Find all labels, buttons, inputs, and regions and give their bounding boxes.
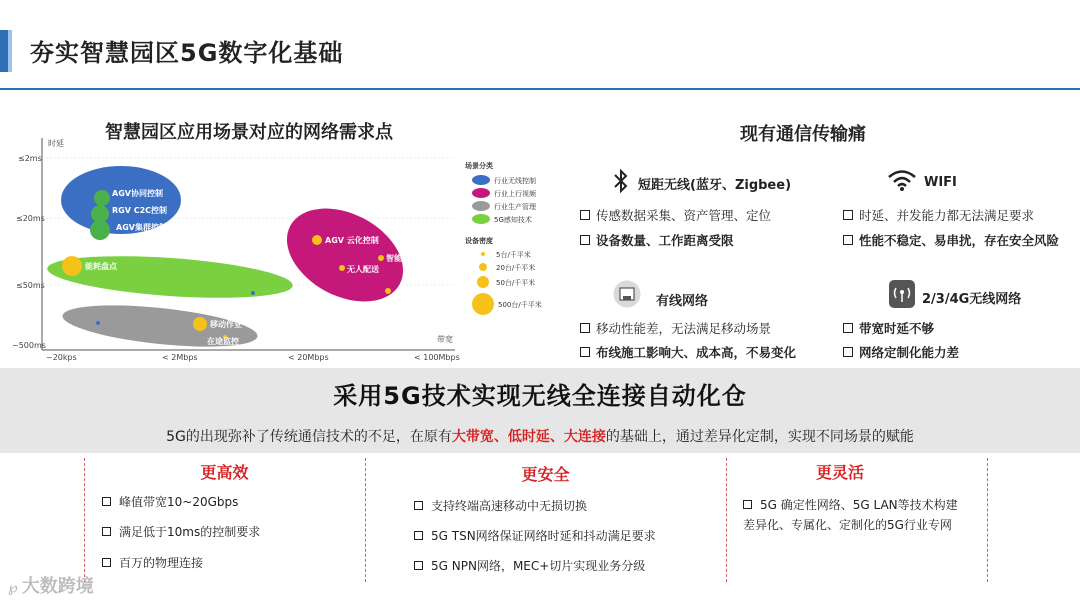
legend-density-label-2: 50台/千平米 [496,279,536,287]
short-range-label: 短距无线(蓝牙、Zigbee) [638,178,792,193]
label-energy: 能耗盘点 [85,262,117,271]
dot-blue-2 [96,321,100,325]
legend-density-50 [477,276,489,288]
wifi-point-2: 性能不稳定、易串扰，存在安全风险 [843,231,1059,249]
legend-density-20 [479,263,487,271]
bubble-unmanned [339,265,345,271]
subtitle-highlight: 大带宽、低时延、大连接 [451,429,606,445]
secure-point-2: 5G TSN网络保证网络时延和抖动满足要求 [414,527,656,544]
header-divider [0,88,1080,90]
bubble-agv-coop [94,190,110,206]
bubble-robot-vision [385,288,391,294]
label-rgv: RGV C2C控制 [112,206,168,215]
legend-scene-title: 场景分类 [465,162,493,170]
legend-swatch-grey [472,201,490,211]
x-tick-100mbps: < 100Mbps [414,353,460,362]
bubble-smart-picking [378,255,384,261]
label-smart-picking: 智能拣选 [386,254,418,263]
column-head-efficient: 更高效 [200,463,249,482]
label-agv-coop: AGV协同控制 [112,189,163,198]
efficient-point-3: 百万的物理连接 [102,554,203,571]
chart-title: 智慧园区应用场景对应的网络需求点 [105,122,393,143]
column-head-flexible: 更灵活 [815,463,864,482]
legend-density-label-3: 500台/千平米 [498,301,542,309]
legend-density-label-1: 20台/千平米 [496,264,536,272]
label-agv-cluster: AGV集群控制 [116,223,167,232]
legend-swatch-blue [472,175,490,185]
bubble-agv-cloud [312,235,322,245]
legend-density-title: 设备密度 [465,237,493,245]
legend-scene-0: 行业无线控制 [494,177,536,185]
wifi-point-1: 时延、并发能力都无法满足要求 [843,206,1034,224]
label-robot-vision: 机器视觉 [388,296,420,305]
y-axis-label: 时延 [48,139,64,148]
x-axis-label: 带宽 [437,335,453,344]
cellular-antenna-icon [888,279,916,313]
secure-point-3: 5G NPN网络，MEC+切片实现业务分级 [414,557,645,574]
wifi-icon [887,168,917,196]
solution-subtitle [0,426,1080,446]
label-agv-cloud: AGV 云化控制 [325,236,379,245]
subtitle-suffix: 的基础上，通过差异化定制，实现不同场景的赋能 [605,429,914,445]
efficient-point-2: 满足低于10ms的控制要求 [102,523,260,540]
short-range-point-2: 设备数量、工作距离受限 [580,231,734,249]
x-tick-20mbps: < 20Mbps [288,353,329,362]
flexible-point-1-text: 5G 确定性网络、5G LAN等技术构建差异化、专属化、定制化的5G行业专网 [743,498,958,532]
cellular-label: 2/3/4G无线网络 [922,292,1022,307]
bubble-agv-cluster [90,220,110,240]
secure-point-1: 支持终端高速移动中无损切换 [414,497,587,514]
legend-swatch-green [472,214,490,224]
label-mobile-ops: 移动作业 [210,320,242,329]
legend-swatch-magenta [472,188,490,198]
cellular-point-2: 网络定制化能力差 [843,343,959,361]
wifi-label: WIFI [924,175,957,190]
dot-blue-1 [251,291,255,295]
legend-scene-2: 行业生产管理 [494,203,536,211]
short-range-point-1: 传感数据采集、资产管理、定位 [580,206,771,224]
cellular-point-1: 带宽时延不够 [843,319,934,337]
legend-density-500 [472,293,494,315]
x-tick-20kps: ~20kps [46,353,77,362]
subtitle-prefix: 5G的出现弥补了传统通信技术的不足，在原有 [166,429,452,445]
bubble-energy [62,256,82,276]
label-unmanned: 无人配送 [347,265,379,274]
legend-scene-1: 行业上行视频 [494,190,536,198]
header-accent-bar-light [8,30,12,72]
page-title: 夯实智慧园区5G数字化基础 [30,39,344,67]
label-online-monitor: 在途监控 [207,337,239,346]
flexible-point-1 [743,495,968,535]
column-head-secure: 更安全 [521,465,570,484]
solution-title: 采用5G技术实现无线全连接自动化仓 [333,382,747,410]
x-tick-2mbps: < 2Mbps [162,353,198,362]
watermark-text: 大数跨境 [21,576,94,597]
wired-point-1: 移动性能差，无法满足移动场景 [580,319,771,337]
legend-density-5 [481,252,485,256]
wired-point-2: 布线施工影响大、成本高，不易变化 [580,343,796,361]
legend-density-label-0: 5台/千平米 [496,251,531,259]
bubble-mobile-ops [193,317,207,331]
network-requirement-chart [10,130,570,365]
pain-section-title: 现有通信传输痛 [740,124,866,145]
y-tick-2ms: ≤2ms [18,154,42,163]
ellipse-energy [46,249,294,304]
watermark-logo-icon: ℘ [8,580,18,596]
y-tick-50ms: ≤50ms [16,281,45,290]
column-divider [987,458,988,582]
wired-label: 有线网络 [656,294,709,309]
y-tick-500ms: ~500ms [12,341,46,350]
efficient-point-1: 峰值带宽10~20Gbps [102,493,238,510]
y-tick-20ms: ≤20ms [16,214,45,223]
bluetooth-icon [612,168,630,198]
header-accent-bar [0,30,8,72]
ethernet-port-icon [613,280,641,312]
legend-scene-3: 5G感知技术 [494,216,532,224]
watermark [8,572,94,598]
